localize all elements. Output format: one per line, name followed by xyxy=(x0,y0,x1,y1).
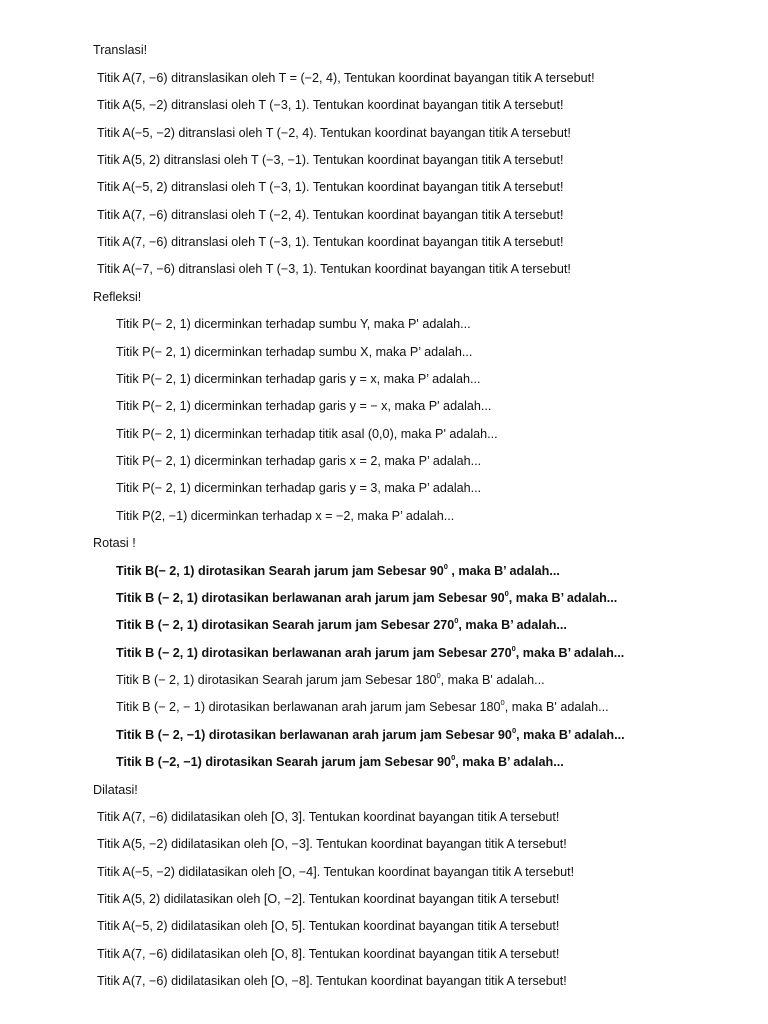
dilatasi-item-5: Titik A(−5, 2) didilatasikan oleh [O, 5]. Tentukan koordinat bayangan titik A tersebut! xyxy=(97,919,560,933)
dilatasi-item-6: Titik A(7, −6) didilatasikan oleh [O, 8]. Tentukan koordinat bayangan titik A tersebut! xyxy=(97,947,560,961)
degree-mark: 0 xyxy=(511,643,516,653)
rotasi-item-tail: , maka B’ adalah... xyxy=(447,564,560,578)
translasi-item-5: Titik A(−5, 2) ditranslasi oleh T (−3, 1). Tentukan koordinat bayangan titik A tersebut! xyxy=(97,180,564,194)
degree-mark: 0 xyxy=(504,588,509,598)
rotasi-item-5 xyxy=(116,672,545,688)
degree-mark: 0 xyxy=(451,752,456,762)
degree-mark: 0 xyxy=(454,615,459,625)
translasi-item-2: Titik A(5, −2) ditranslasi oleh T (−3, 1). Tentukan koordinat bayangan titik A tersebut! xyxy=(97,98,564,112)
rotasi-item-3 xyxy=(116,617,567,633)
rotasi-item-1 xyxy=(116,563,560,579)
translasi-item-6: Titik A(7, −6) ditranslasi oleh T (−2, 4). Tentukan koordinat bayangan titik A tersebut! xyxy=(97,208,564,222)
section-heading-dilatasi: Dilatasi! xyxy=(93,783,138,797)
translasi-item-7: Titik A(7, −6) ditranslasi oleh T (−3, 1). Tentukan koordinat bayangan titik A tersebut! xyxy=(97,235,564,249)
refleksi-item-5: Titik P(− 2, 1) dicerminkan terhadap titik asal (0,0), maka P' adalah... xyxy=(116,427,498,441)
rotasi-item-tail: , maka B’ adalah... xyxy=(516,728,625,742)
rotasi-item-text: Titik B (− 2, 1) dirotasikan Searah jarum jam Sebesar 270 xyxy=(116,618,455,632)
rotasi-item-tail: , maka B’ adalah... xyxy=(515,646,625,660)
rotasi-item-8 xyxy=(116,754,564,770)
rotasi-item-tail: , maka B’ adalah... xyxy=(455,755,564,769)
refleksi-item-7: Titik P(− 2, 1) dicerminkan terhadap garis y = 3, maka P’ adalah... xyxy=(116,481,482,495)
rotasi-item-text: Titik B (− 2, 1) dirotasikan berlawanan arah jarum jam Sebesar 90 xyxy=(116,591,505,605)
degree-mark: 0 xyxy=(500,697,505,707)
dilatasi-item-7: Titik A(7, −6) didilatasikan oleh [O, −8]. Tentukan koordinat bayangan titik A tersebut! xyxy=(97,974,567,988)
rotasi-item-2 xyxy=(116,590,617,606)
rotasi-item-tail: , maka B' adalah... xyxy=(440,673,545,687)
rotasi-item-4 xyxy=(116,645,624,661)
dilatasi-item-2: Titik A(5, −2) didilatasikan oleh [O, −3]. Tentukan koordinat bayangan titik A tersebut! xyxy=(97,837,567,851)
section-heading-translasi: Translasi! xyxy=(93,43,148,57)
refleksi-item-1: Titik P(− 2, 1) dicerminkan terhadap sumbu Y, maka P' adalah... xyxy=(116,317,471,331)
refleksi-item-8: Titik P(2, −1) dicerminkan terhadap x = −2, maka P’ adalah... xyxy=(116,509,455,523)
dilatasi-item-4: Titik A(5, 2) didilatasikan oleh [O, −2]. Tentukan koordinat bayangan titik A tersebut! xyxy=(97,892,560,906)
rotasi-item-7 xyxy=(116,727,625,743)
degree-mark: 0 xyxy=(443,561,448,571)
translasi-item-3: Titik A(−5, −2) ditranslasi oleh T (−2, 4). Tentukan koordinat bayangan titik A tersebut! xyxy=(97,126,571,140)
refleksi-item-2: Titik P(− 2, 1) dicerminkan terhadap sumbu X, maka P’ adalah... xyxy=(116,345,473,359)
rotasi-item-tail: , maka B' adalah... xyxy=(504,700,609,714)
rotasi-item-text: Titik B (− 2, −1) dirotasikan berlawanan arah jarum jam Sebesar 90 xyxy=(116,728,512,742)
rotasi-item-text: Titik B (− 2, − 1) dirotasikan berlawanan arah jarum jam Sebesar 180 xyxy=(116,700,501,714)
rotasi-item-tail: , maka B’ adalah... xyxy=(508,591,618,605)
refleksi-item-6: Titik P(− 2, 1) dicerminkan terhadap garis x = 2, maka P’ adalah... xyxy=(116,454,482,468)
degree-mark: 0 xyxy=(511,725,517,735)
section-heading-rotasi: Rotasi ! xyxy=(93,536,136,550)
rotasi-item-6 xyxy=(116,699,609,715)
translasi-item-8: Titik A(−7, −6) ditranslasi oleh T (−3, 1). Tentukan koordinat bayangan titik A tersebut! xyxy=(97,262,571,276)
rotasi-item-text: Titik B (−2, −1) dirotasikan Searah jarum jam Sebesar 90 xyxy=(116,755,452,769)
translasi-item-4: Titik A(5, 2) ditranslasi oleh T (−3, −1). Tentukan koordinat bayangan titik A tersebut! xyxy=(97,153,564,167)
section-heading-refleksi: Refleksi! xyxy=(93,290,142,304)
rotasi-item-text: Titik B (− 2, 1) dirotasikan berlawanan arah jarum jam Sebesar 270 xyxy=(116,646,512,660)
refleksi-item-3: Titik P(− 2, 1) dicerminkan terhadap garis y = x, maka P’ adalah... xyxy=(116,372,481,386)
dilatasi-item-3: Titik A(−5, −2) didilatasikan oleh [O, −4]. Tentukan koordinat bayangan titik A tersebut! xyxy=(97,865,575,879)
rotasi-item-text: Titik B(− 2, 1) dirotasikan Searah jarum jam Sebesar 90 xyxy=(116,564,444,578)
refleksi-item-4: Titik P(− 2, 1) dicerminkan terhadap garis y = − x, maka P' adalah... xyxy=(116,399,492,413)
degree-mark: 0 xyxy=(436,670,441,680)
rotasi-item-text: Titik B (− 2, 1) dirotasikan Searah jarum jam Sebesar 180 xyxy=(116,673,437,687)
translasi-item-1: Titik A(7, −6) ditranslasikan oleh T = (−2, 4), Tentukan koordinat bayangan titik A tersebut! xyxy=(97,71,595,85)
rotasi-item-tail: , maka B’ adalah... xyxy=(458,618,567,632)
dilatasi-item-1: Titik A(7, −6) didilatasikan oleh [O, 3]. Tentukan koordinat bayangan titik A tersebut! xyxy=(97,810,560,824)
